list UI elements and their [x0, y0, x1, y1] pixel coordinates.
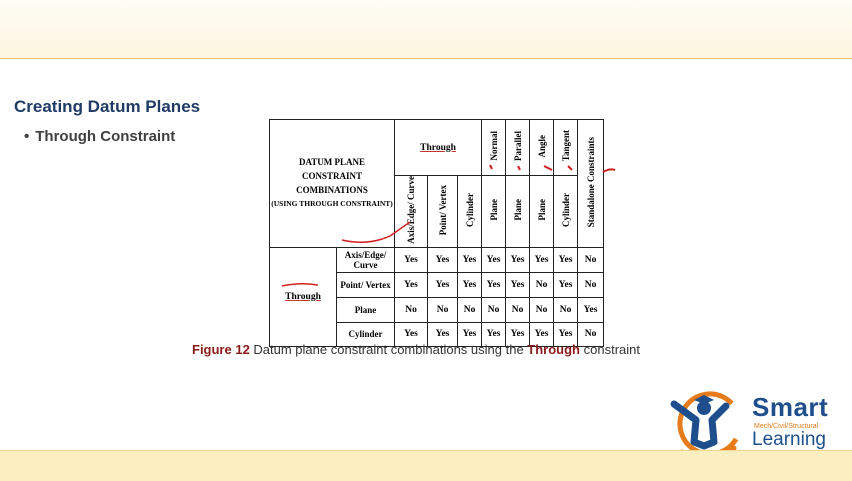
table-cell: Yes: [506, 322, 530, 346]
table-cell: Yes: [458, 247, 482, 272]
header-parallel: Parallel: [506, 120, 530, 176]
corner-line: COMBINATIONS: [296, 185, 368, 196]
table-cell: No: [482, 297, 506, 322]
table-cell: No: [554, 297, 578, 322]
subheader: Point/ Vertex: [428, 176, 458, 248]
row-label: Axis/Edge/ Curve: [337, 247, 395, 272]
table-cell: Yes: [395, 322, 428, 346]
constraint-table: [269, 119, 604, 347]
table-cell: No: [578, 247, 604, 272]
header-through: Through: [395, 120, 482, 176]
subheader: Plane: [506, 176, 530, 248]
logo-brand: Smart: [752, 392, 829, 422]
table-cell: No: [395, 297, 428, 322]
logo-name: Learning: [752, 429, 826, 450]
subheader: Plane: [530, 176, 554, 248]
table-cell: Yes: [482, 272, 506, 297]
table-cell: No: [578, 272, 604, 297]
slide-title: Creating Datum Planes: [14, 97, 201, 116]
table-cell: Yes: [458, 272, 482, 297]
table-cell: Yes: [554, 272, 578, 297]
table-cell: Yes: [506, 247, 530, 272]
table-corner-header: [270, 120, 395, 248]
table-cell: Yes: [530, 322, 554, 346]
subheader: Cylinder: [554, 176, 578, 248]
header-angle: Angle: [530, 120, 554, 176]
row-label: Point/ Vertex: [337, 272, 395, 297]
bullet-text: Through Constraint: [35, 128, 176, 145]
annotation-stroke: [603, 169, 615, 172]
bullet-item: • Through Constraint: [24, 128, 176, 145]
table-cell: No: [578, 322, 604, 346]
subheader: Plane: [482, 176, 506, 248]
row-group-through: Through: [270, 247, 337, 346]
table-cell: Yes: [530, 247, 554, 272]
corner-line: (USING THROUGH CONSTRAINT): [271, 199, 393, 209]
table-cell: No: [530, 272, 554, 297]
top-header-band: [0, 0, 852, 59]
table-cell: No: [458, 297, 482, 322]
row-label: Cylinder: [337, 322, 395, 346]
table-cell: Yes: [482, 322, 506, 346]
table-cell: No: [506, 297, 530, 322]
header-normal: Normal: [482, 120, 506, 176]
table-row: [270, 247, 604, 272]
table-cell: Yes: [578, 297, 604, 322]
bottom-footer-band: [0, 450, 852, 481]
table-cell: No: [428, 297, 458, 322]
subheader: Cylinder: [458, 176, 482, 248]
figure-caption: Figure 12 Datum plane constraint combinations using the Through constraint: [192, 342, 640, 357]
table-cell: Yes: [458, 322, 482, 346]
row-label: Plane: [337, 297, 395, 322]
table-cell: Yes: [506, 272, 530, 297]
table-cell: Yes: [428, 322, 458, 346]
subheader: Axis/Edge/ Curve: [395, 176, 428, 248]
table-cell: Yes: [428, 247, 458, 272]
header-standalone: Standalone Constraints: [578, 120, 604, 248]
corner-line: DATUM PLANE: [298, 157, 366, 168]
table-cell: No: [530, 297, 554, 322]
table-cell: Yes: [428, 272, 458, 297]
table-cell: Yes: [482, 247, 506, 272]
table-cell: Yes: [554, 247, 578, 272]
corner-line: CONSTRAINT: [302, 171, 363, 182]
table-cell: Yes: [554, 322, 578, 346]
logo-subtitle: Mech/Civil/Structural: [754, 423, 819, 430]
table-cell: Yes: [395, 247, 428, 272]
header-tangent: Tangent: [554, 120, 578, 176]
table-cell: Yes: [395, 272, 428, 297]
